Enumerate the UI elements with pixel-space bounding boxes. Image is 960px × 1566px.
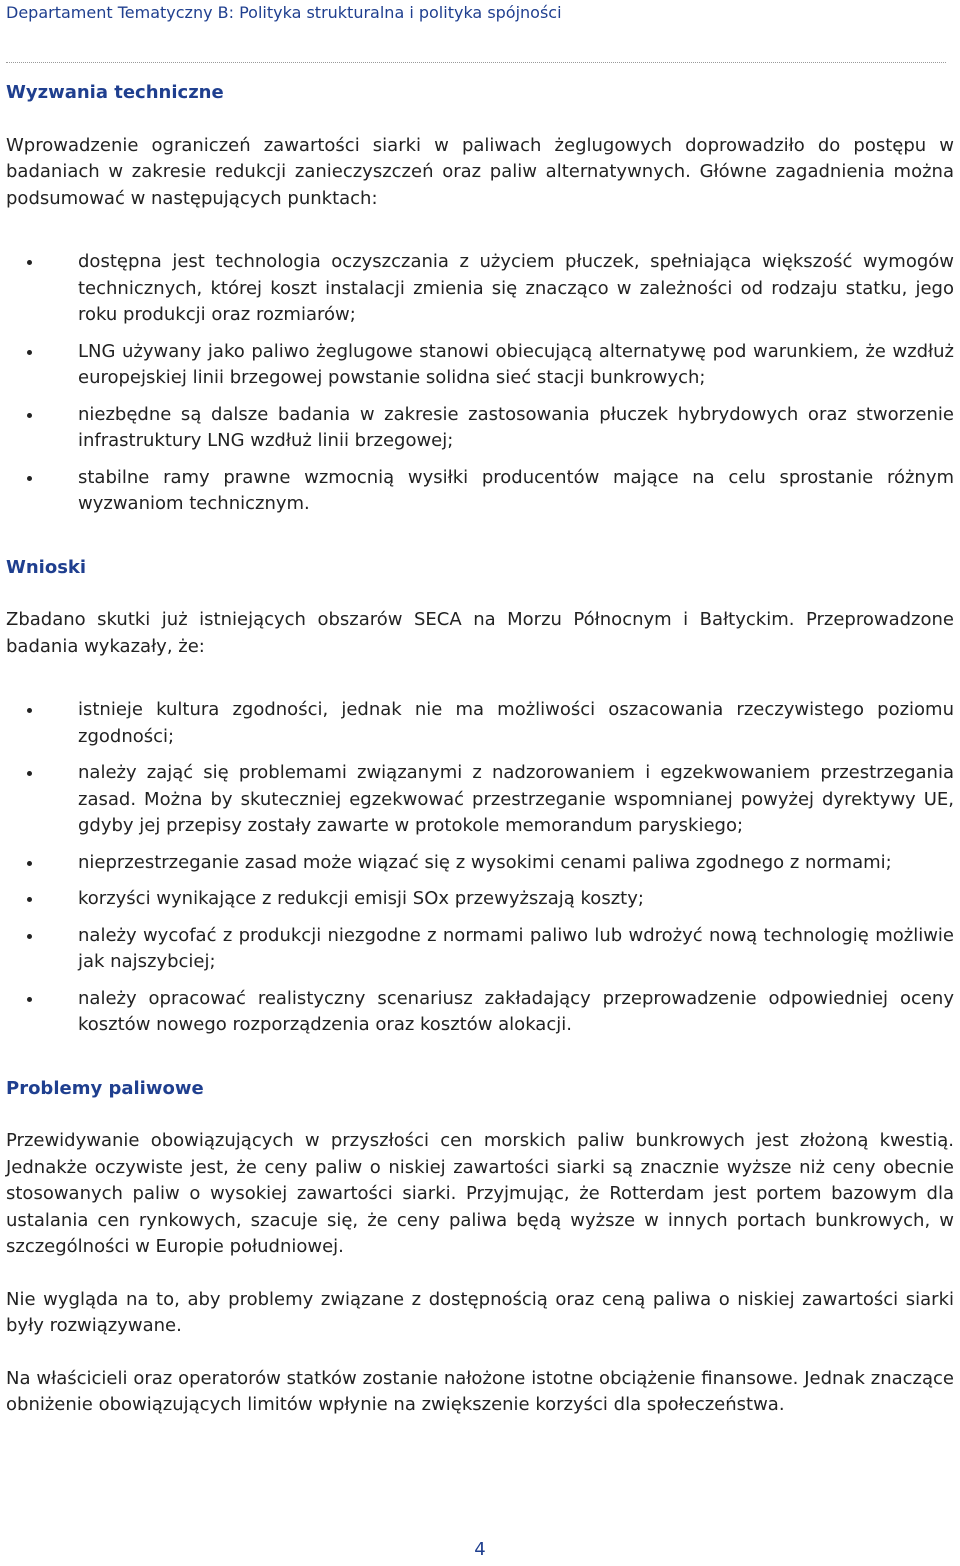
fuel-paragraph-3: Na właścicieli oraz operatorów statków zostanie nałożone istotne obciążenie finansowe. Jednak znaczące obniżenie obowiązujących limitów wpłynie na zwiększenie korzyści dla społeczeństwa.	[6, 1367, 954, 1415]
fuel-paragraph-2: Nie wygląda na to, aby problemy związane z dostępnością oraz ceną paliwa o niskiej zawartości siarki były rozwiązywane.	[6, 1288, 954, 1336]
list-item	[6, 850, 954, 877]
conclusions-bullet-list	[6, 697, 954, 1039]
list-item-text: należy wycofać z produkcji niezgodne z normami paliwo lub wdrożyć nową technologię możliwie jak najszybciej;	[78, 924, 954, 972]
section-heading-technical-challenges: Wyzwania techniczne	[6, 82, 224, 103]
bullet-icon	[27, 897, 32, 902]
list-item-text: niezbędne są dalsze badania w zakresie zastosowania płuczek hybrydowych oraz stworzenie infrastruktury LNG wzdłuż linii brzegowej;	[78, 403, 954, 451]
list-item-text: LNG używany jako paliwo żeglugowe stanowi obiecującą alternatywę pod warunkiem, że wzdłuż europejskiej linii brzegowej powstanie solidna sieć stacji bunkrowych;	[78, 340, 954, 388]
page-number: 4	[474, 1539, 486, 1560]
list-item	[6, 697, 954, 750]
list-item	[6, 249, 954, 329]
list-item	[6, 886, 954, 913]
bullet-icon	[27, 260, 32, 265]
list-item-text: korzyści wynikające z redukcji emisji SOx przewyższają koszty;	[78, 888, 644, 909]
bullet-icon	[27, 997, 32, 1002]
list-item	[6, 402, 954, 455]
conclusions-intro-paragraph: Zbadano skutki już istniejących obszarów SECA na Morzu Północnym i Bałtyckim. Przeprowadzone badania wykazały, że:	[6, 609, 954, 657]
header-divider	[6, 62, 946, 63]
bullet-icon	[27, 413, 32, 418]
list-item	[6, 986, 954, 1039]
list-item-text: stabilne ramy prawne wzmocnią wysiłki producentów mające na celu sprostanie różnym wyzwaniom technicznym.	[78, 466, 954, 514]
bullet-icon	[27, 771, 32, 776]
list-item	[6, 760, 954, 840]
list-item-text: nieprzestrzeganie zasad może wiązać się z wysokimi cenami paliwa zgodnego z normami;	[78, 851, 892, 873]
section-heading-fuel-problems: Problemy paliwowe	[6, 1077, 204, 1099]
list-item	[6, 923, 954, 976]
list-item-text: należy opracować realistyczny scenariusz zakładający przeprowadzenie odpowiedniej oceny kosztów nowego rozporządzenia oraz kosztów alokacji.	[78, 987, 954, 1035]
running-header: Departament Tematyczny B: Polityka strukturalna i polityka spójności	[6, 3, 562, 22]
section-heading-conclusions: Wnioski	[6, 556, 87, 578]
list-item-text: należy zająć się problemami związanymi z nadzorowaniem i egzekwowaniem przestrzegania zasad. Można by skuteczniej egzekwować przestrzeganie wspomnianej powyżej dyrektywy UE, gdyby jej przepisy zostały zawarte w protokole memorandum paryskiego;	[78, 762, 954, 836]
bullet-icon	[27, 708, 32, 713]
document-body	[6, 80, 954, 1419]
fuel-paragraph-1: Przewidywanie obowiązujących w przyszłości cen morskich paliw bunkrowych jest złożoną kwestią. Jednakże oczywiste jest, że ceny paliw o niskiej zawartości siarki są znacznie wyższe niż ceny obecnie stosowanych paliw o wysokiej zawartości siarki. Przyjmując, że Rotterdam jest portem bazowym dla ustalania cen rynkowych, szacuje się, że ceny paliwa będą wyższe w innych portach bunkrowych, w szczególności w Europie południowej.	[6, 1130, 954, 1257]
bullet-icon	[27, 350, 32, 355]
technical-intro-paragraph: Wprowadzenie ograniczeń zawartości siarki w paliwach żeglugowych doprowadziło do postępu w badaniach w zakresie redukcji zanieczyszczeń oraz paliw alternatywnych. Główne zagadnienia można podsumować w następujących punktach:	[6, 134, 954, 209]
technical-bullet-list	[6, 249, 954, 518]
bullet-icon	[27, 861, 32, 866]
list-item	[6, 465, 954, 518]
bullet-icon	[27, 476, 32, 481]
list-item-text: istnieje kultura zgodności, jednak nie ma możliwości oszacowania rzeczywistego poziomu zgodności;	[78, 699, 954, 747]
bullet-icon	[27, 934, 32, 939]
list-item	[6, 339, 954, 392]
list-item-text: dostępna jest technologia oczyszczania z użyciem płuczek, spełniająca większość wymogów technicznych, której koszt instalacji zmienia się znacząco w zależności od rodzaju statku, jego roku produkcji oraz rozmiarów;	[78, 251, 954, 325]
